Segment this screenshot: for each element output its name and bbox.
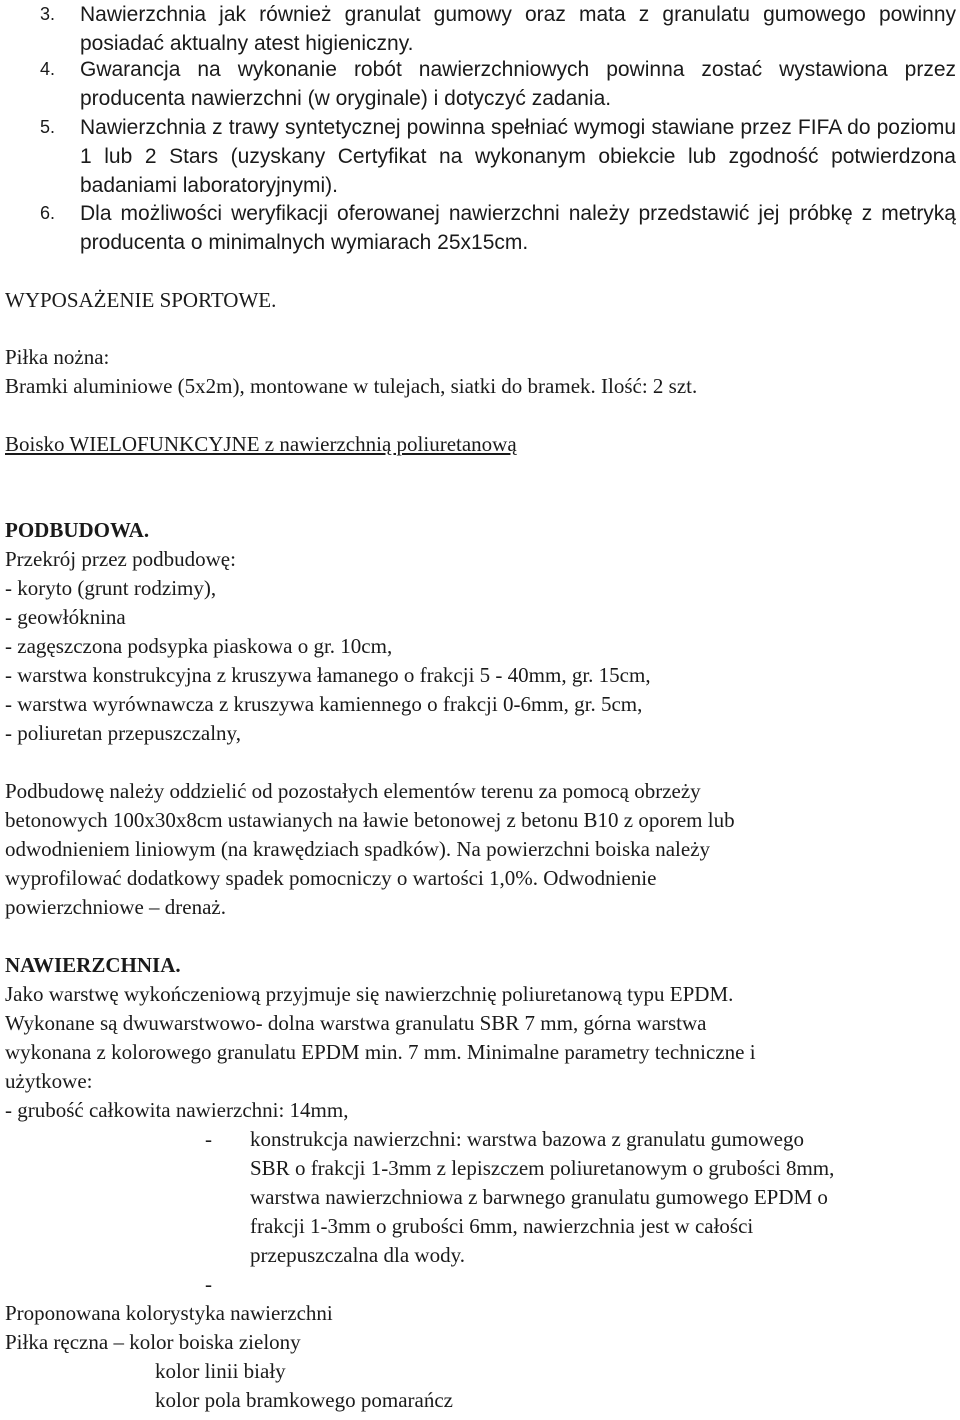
- construction-line: warstwa nawierzchniowa z barwnego granulatu gumowego EPDM o: [250, 1185, 828, 1209]
- colors-heading: Proponowana kolorystyka nawierzchni: [5, 1301, 333, 1325]
- dash-marker: -: [205, 1127, 212, 1151]
- football-label: Piłka nożna:: [5, 345, 110, 369]
- list-item-4: [40, 55, 956, 113]
- list-text: Nawierzchnia jak również granulat gumowy oraz mata z granulatu gumowego powinny posiadać aktualny atest higieniczny.: [80, 3, 956, 55]
- substructure-paragraph-line: odwodnieniem liniowym (na krawędziach spadków). Na powierzchni boiska należy: [5, 837, 711, 861]
- dash-marker: -: [205, 1272, 212, 1296]
- list-number: 3.: [40, 4, 56, 24]
- surface-line: Jako warstwę wykończeniową przyjmuje się nawierzchnię poliuretanową typu EPDM.: [5, 982, 734, 1006]
- construction-item: [205, 1125, 925, 1270]
- construction-line: frakcji 1-3mm o grubości 6mm, nawierzchnia jest w całości: [250, 1214, 754, 1238]
- layer-item: - koryto (grunt rodzimy),: [5, 576, 217, 600]
- layer-item: - warstwa wyrównawcza z kruszywa kamiennego o frakcji 0-6mm, gr. 5cm,: [5, 692, 643, 716]
- substructure-heading: PODBUDOWA.: [5, 518, 150, 542]
- goal-area-color: kolor pola bramkowego pomarańcz: [155, 1388, 453, 1412]
- surface-line: użytkowe:: [5, 1069, 93, 1093]
- list-number: 5.: [40, 117, 56, 137]
- surface-heading: NAWIERZCHNIA.: [5, 953, 181, 977]
- list-number: 4.: [40, 59, 56, 79]
- construction-line: konstrukcja nawierzchni: warstwa bazowa z granulatu gumowego: [250, 1127, 804, 1151]
- substructure-paragraph-line: wyprofilować dodatkowy spadek pomocniczy o wartości 1,0%. Odwodnienie: [5, 866, 657, 890]
- handball-color-line: Piłka ręczna – kolor boiska zielony: [5, 1330, 301, 1354]
- substructure-paragraph-line: Podbudowę należy oddzielić od pozostałych elementów terenu za pomocą obrzeży: [5, 779, 701, 803]
- list-item-3: [40, 0, 956, 58]
- list-item-6: [40, 199, 956, 257]
- lines-color: kolor linii biały: [155, 1359, 286, 1383]
- layer-item: - warstwa konstrukcyjna z kruszywa łamanego o frakcji 5 - 40mm, gr. 15cm,: [5, 663, 651, 687]
- substructure-intro: Przekrój przez podbudowę:: [5, 547, 236, 571]
- substructure-paragraph-line: betonowych 100x30x8cm ustawianych na ławie betonowej z betonu B10 z oporem lub: [5, 808, 735, 832]
- list-text: Gwarancja na wykonanie robót nawierzchniowych powinna zostać wystawiona przez producenta nawierzchni (w oryginale) i dotyczyć zadania.: [80, 58, 956, 110]
- layer-item: - zagęszczona podsypka piaskowa o gr. 10cm,: [5, 634, 393, 658]
- construction-line: przepuszczalna dla wody.: [250, 1243, 465, 1267]
- surface-line: Wykonane są dwuwarstwowo- dolna warstwa granulatu SBR 7 mm, górna warstwa: [5, 1011, 707, 1035]
- list-number: 6.: [40, 203, 56, 223]
- equipment-heading: WYPOSAŻENIE SPORTOWE.: [5, 288, 277, 312]
- layer-item: - geowłóknina: [5, 605, 126, 629]
- goals-text: Bramki aluminiowe (5x2m), montowane w tulejach, siatki do bramek. Ilość: 2 szt.: [5, 374, 698, 398]
- surface-line: - grubość całkowita nawierzchni: 14mm,: [5, 1098, 349, 1122]
- layer-item: - poliuretan przepuszczalny,: [5, 721, 241, 745]
- list-item-5: [40, 113, 956, 200]
- surface-line: wykonana z kolorowego granulatu EPDM min. 7 mm. Minimalne parametry techniczne i: [5, 1040, 756, 1064]
- section-title: Boisko WIELOFUNKCYJNE z nawierzchnią poliuretanową: [5, 432, 517, 456]
- construction-line: SBR o frakcji 1-3mm z lepiszczem poliuretanowym o grubości 8mm,: [250, 1156, 835, 1180]
- substructure-paragraph-line: powierzchniowe – drenaż.: [5, 895, 226, 919]
- list-text: Dla możliwości weryfikacji oferowanej nawierzchni należy przedstawić jej próbkę z metryką producenta o minimalnych wymiarach 25x15cm.: [80, 202, 956, 254]
- list-text: Nawierzchnia z trawy syntetycznej powinna spełniać wymogi stawiane przez FIFA do poziomu 1 lub 2 Stars (uzyskany Certyfikat na wykonanym obiekcie lub zgodność potwierdzona badaniami laboratoryjnymi).: [80, 116, 956, 197]
